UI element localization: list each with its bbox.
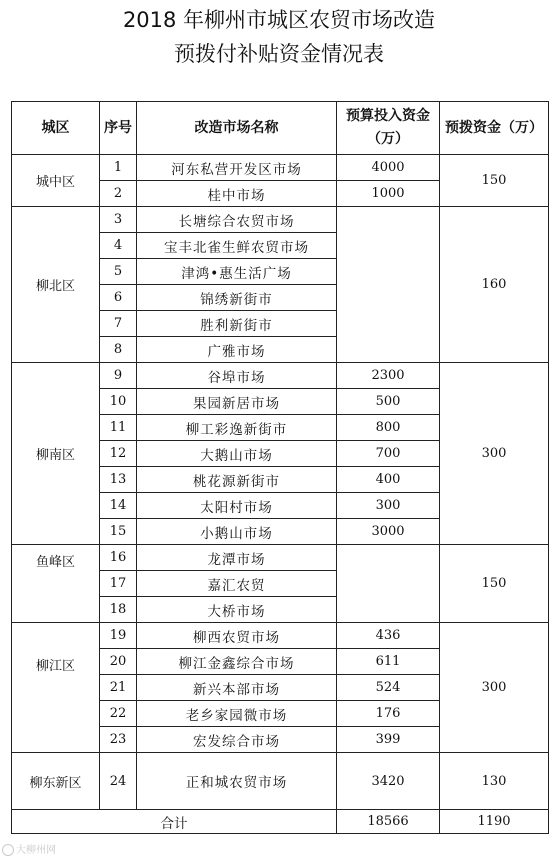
market-name-cell: 小鹅山市场	[137, 519, 337, 545]
seq-cell: 4	[100, 233, 137, 259]
subsidy-table	[11, 101, 549, 834]
allocated-cell: 300	[440, 363, 549, 545]
total-allocated: 1190	[440, 810, 549, 834]
market-name-cell: 河东私营开发区市场	[137, 155, 337, 181]
seq-cell: 11	[100, 415, 137, 441]
header-allocated: 预拨资金（万）	[440, 102, 549, 155]
budget-cell: 399	[337, 727, 440, 753]
seq-cell: 23	[100, 727, 137, 753]
seq-cell: 13	[100, 467, 137, 493]
market-name-cell: 桂中市场	[137, 181, 337, 207]
allocated-cell: 150	[440, 545, 549, 623]
seq-cell: 20	[100, 649, 137, 675]
budget-cell: 3420	[337, 753, 440, 810]
budget-cell: 800	[337, 415, 440, 441]
budget-cell: 3000	[337, 519, 440, 545]
market-name-cell: 桃花源新街市	[137, 467, 337, 493]
watermark-text: 大柳州网	[16, 845, 56, 856]
market-name-cell: 大鹅山市场	[137, 441, 337, 467]
budget-cell: 400	[337, 467, 440, 493]
seq-cell: 12	[100, 441, 137, 467]
table-row	[12, 207, 549, 233]
budget-cell	[337, 207, 440, 363]
district-cell: 柳东新区	[12, 753, 100, 810]
header-district: 城区	[12, 102, 100, 155]
market-name-cell: 柳西农贸市场	[137, 623, 337, 649]
table-row	[12, 753, 549, 810]
market-name-cell: 柳江金鑫综合市场	[137, 649, 337, 675]
seq-cell: 7	[100, 311, 137, 337]
market-name-cell: 柳工彩逸新街市	[137, 415, 337, 441]
total-label: 合计	[12, 810, 337, 834]
allocated-cell: 160	[440, 207, 549, 363]
watermark	[2, 841, 56, 856]
seq-cell: 6	[100, 285, 137, 311]
budget-cell: 524	[337, 675, 440, 701]
seq-cell: 16	[100, 545, 137, 571]
market-name-cell: 广雅市场	[137, 337, 337, 363]
budget-cell: 300	[337, 493, 440, 519]
seq-cell: 21	[100, 675, 137, 701]
budget-cell: 700	[337, 441, 440, 467]
seq-cell: 18	[100, 597, 137, 623]
allocated-cell: 130	[440, 753, 549, 810]
market-name-cell: 宝丰北雀生鲜农贸市场	[137, 233, 337, 259]
header-budget: 预算投入资金（万）	[337, 102, 440, 155]
seq-cell: 10	[100, 389, 137, 415]
market-name-cell: 老乡家园微市场	[137, 701, 337, 727]
seq-cell: 15	[100, 519, 137, 545]
allocated-cell: 150	[440, 155, 549, 207]
budget-cell: 500	[337, 389, 440, 415]
budget-cell	[337, 545, 440, 623]
seq-cell: 8	[100, 337, 137, 363]
allocated-cell: 300	[440, 623, 549, 753]
market-name-cell: 正和城农贸市场	[137, 753, 337, 810]
table-row	[12, 363, 549, 389]
table-title-line2: 预拨付补贴资金情况表	[174, 42, 384, 66]
market-name-cell: 宏发综合市场	[137, 727, 337, 753]
total-budget: 18566	[337, 810, 440, 834]
seq-cell: 22	[100, 701, 137, 727]
seq-cell: 17	[100, 571, 137, 597]
table-row	[12, 623, 549, 649]
table-row	[12, 155, 549, 181]
market-name-cell: 大桥市场	[137, 597, 337, 623]
budget-cell: 4000	[337, 155, 440, 181]
budget-cell: 2300	[337, 363, 440, 389]
header-row	[12, 102, 549, 155]
budget-cell: 1000	[337, 181, 440, 207]
seq-cell: 2	[100, 181, 137, 207]
district-cell: 城中区	[12, 155, 100, 207]
market-name-cell: 嘉汇农贸	[137, 571, 337, 597]
seq-cell: 14	[100, 493, 137, 519]
district-cell: 柳江区	[12, 623, 100, 753]
market-name-cell: 锦绣新街市	[137, 285, 337, 311]
budget-cell: 176	[337, 701, 440, 727]
total-row	[12, 810, 549, 834]
table-row	[12, 545, 549, 571]
seq-cell: 5	[100, 259, 137, 285]
header-seq: 序号	[100, 102, 137, 155]
seq-cell: 9	[100, 363, 137, 389]
market-name-cell: 谷埠市场	[137, 363, 337, 389]
seq-cell: 19	[100, 623, 137, 649]
header-market-name: 改造市场名称	[137, 102, 337, 155]
budget-cell: 611	[337, 649, 440, 675]
watermark-logo-icon	[2, 844, 14, 856]
market-name-cell: 太阳村市场	[137, 493, 337, 519]
district-cell: 柳北区	[12, 207, 100, 363]
market-name-cell: 果园新居市场	[137, 389, 337, 415]
market-name-cell: 龙潭市场	[137, 545, 337, 571]
district-cell: 柳南区	[12, 363, 100, 545]
table-title-line1: 2018 年柳州市城区农贸市场改造	[122, 8, 436, 32]
budget-cell: 436	[337, 623, 440, 649]
market-name-cell: 津鸿•惠生活广场	[137, 259, 337, 285]
seq-cell: 24	[100, 753, 137, 810]
market-name-cell: 胜利新街市	[137, 311, 337, 337]
seq-cell: 1	[100, 155, 137, 181]
district-cell: 鱼峰区	[12, 545, 100, 623]
market-name-cell: 长塘综合农贸市场	[137, 207, 337, 233]
market-name-cell: 新兴本部市场	[137, 675, 337, 701]
seq-cell: 3	[100, 207, 137, 233]
